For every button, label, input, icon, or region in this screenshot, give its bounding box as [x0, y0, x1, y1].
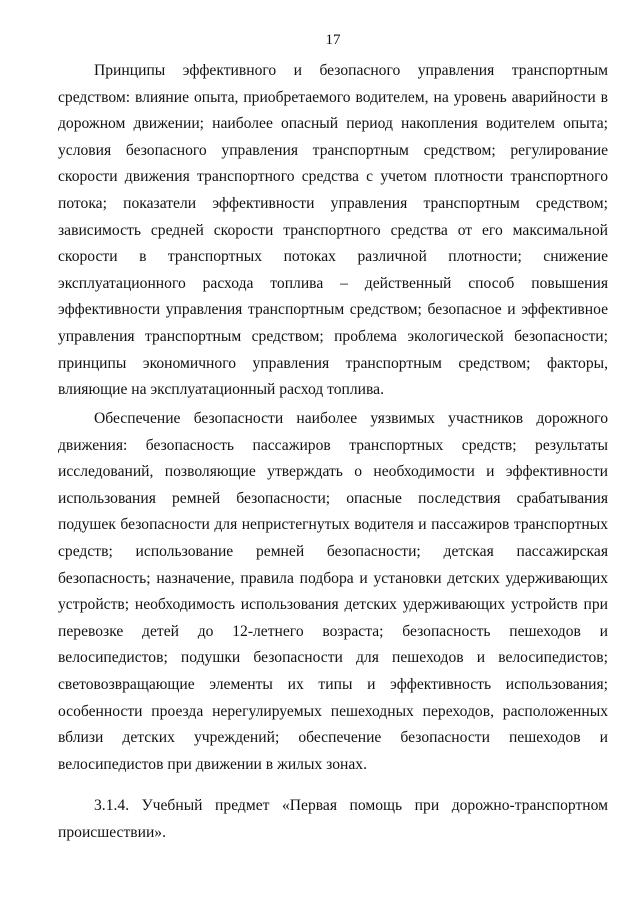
paragraph-vulnerable-participants: Обеспечение безопасности наиболее уязвимых участников дорожного движения: безопасность пассажиров транспортных средств; результаты исследований, позволяющие утверждать о необходимости и эффективности использования ремней безопасности; опасные последствия срабатывания подушек безопасности для непристегнутых водителя и пассажиров транспортных средств; использование ремней безопасности; детская пассажирская безопасность; назначение, правила подбора и установки детских удерживающих устройств; необходимость использования детских удерживающих устройств при перевозке детей до 12-летнего возраста; безопасность пешеходов и велосипедистов; подушки безопасности для пешеходов и велосипедистов; световозвращающие элементы их типы и эффективность использования; особенности проезда нерегулируемых пешеходных переходов, расположенных вблизи детских учреждений; обеспечение безопасности пешеходов и велосипедистов при движении в жилых зонах. [58, 410, 608, 773]
document-page [58, 0, 608, 905]
page-number: 17 [325, 32, 341, 48]
section-heading-first-aid: 3.1.4. Учебный предмет «Первая помощь при дорожно-транспортном происшествии». [58, 797, 608, 841]
paragraph-driving-principles: Принципы эффективного и безопасного управления транспортным средством: влияние опыта, приобретаемого водителем, на уровень аварийности в дорожном движении; наиболее опасный период накопления водителем опыта; условия безопасного управления транспортным средством; регулирование скорости движения транспортного средства с учетом плотности транспортного потока; показатели эффективности управления транспортным средством; зависимость средней скорости транспортного средства от его максимальной скорости в транспортных потоках различной плотности; снижение эксплуатационного расхода топлива – действенный способ повышения эффективности управления транспортным средством; безопасное и эффективное управления транспортным средством; проблема экологической безопасности; принципы экономичного управления транспортным средством; факторы, влияющие на эксплуатационный расход топлива. [58, 62, 608, 399]
